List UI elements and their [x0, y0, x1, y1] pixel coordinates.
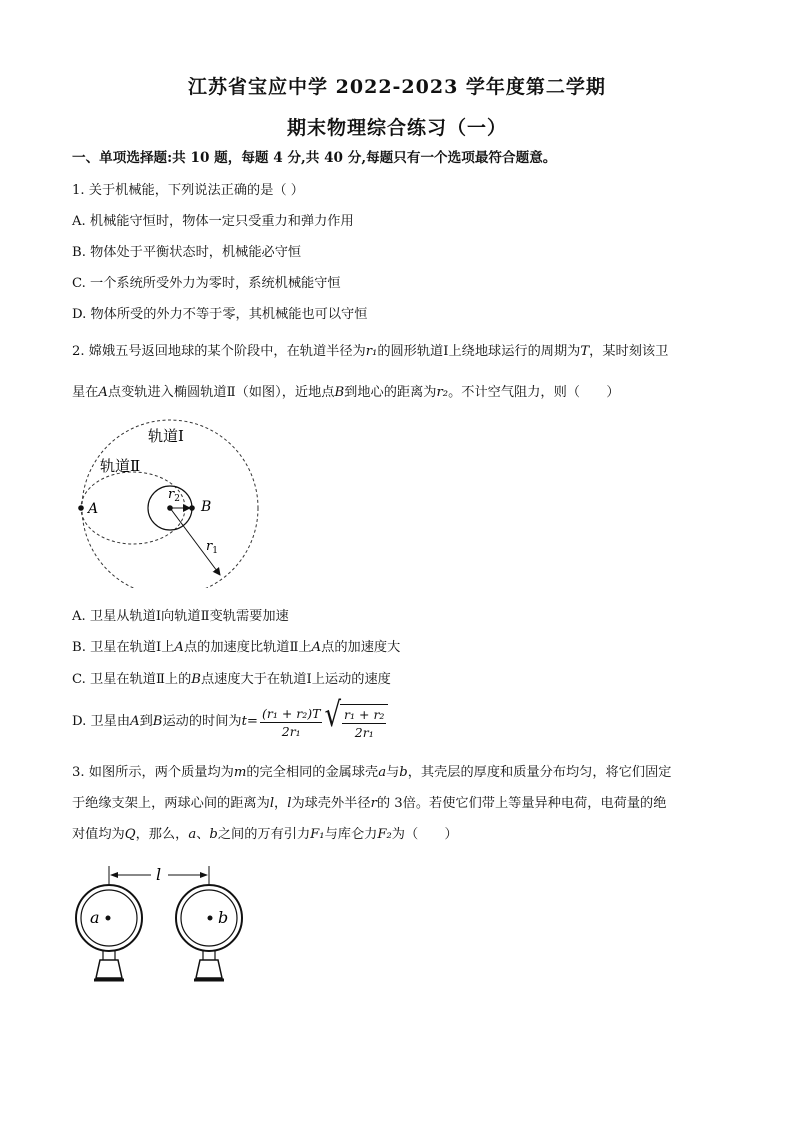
stand-a — [96, 960, 122, 978]
orbit-2-label: 轨道Ⅱ — [100, 457, 141, 475]
point-a-label: A — [88, 501, 99, 517]
dim-label-l: l — [156, 865, 162, 884]
r2-label: $r_2$ — [168, 487, 180, 504]
q1-option-c: C. 一个系统所受外力为零时，系统机械能守恒 — [72, 276, 341, 291]
time-sqrt: √ $\frac{\text{r₁ + r₂}}{\text{2r₁}}$ — [324, 704, 388, 740]
r1-label: $r_1$ — [206, 539, 218, 556]
q1-option-a: A. 机械能守恒时，物体一定只受重力和弹力作用 — [72, 214, 354, 229]
q1-stem: 1. 关于机械能，下列说法正确的是（ ） — [72, 183, 304, 198]
spheres-figure — [66, 860, 256, 990]
q2-stem-line2: 星在A点变轨进入椭圆轨道Ⅱ（如图），近地点B到地心的距离为r₂。不计空气阻力，则（ ） — [72, 385, 620, 400]
dim-arrow-left — [110, 872, 118, 878]
point-b-label: B — [201, 499, 212, 515]
dim-arrow-right — [200, 872, 208, 878]
point-b — [189, 505, 195, 511]
q2-option-d: D. 卫星由 A 到 B 运动的时间为 t = $\frac{\text{(r₁ + r₂)T}}{\text{2r₁}}$ √ $\frac{\text{r₁ + r₂}}{\text{2r₁}}$ — [72, 704, 388, 740]
section-heading: 一、单项选择题:共 10 题，每题 4 分,共 40 分,每题只有一个选项最符合题意。 — [72, 150, 557, 166]
q3-line3: 对值均为Q，那么，a、b之间的万有引力F₁与库仑力F₂为（ ） — [72, 827, 458, 842]
q2-option-a: A. 卫星从轨道Ⅰ向轨道Ⅱ变轨需要加速 — [72, 609, 289, 624]
orbit-figure — [70, 418, 270, 588]
orbit-1-circle — [82, 420, 258, 588]
sphere-a-label: a — [90, 908, 100, 927]
r1-arrow — [170, 508, 220, 575]
q2-option-b: B. 卫星在轨道Ⅰ上A点的加速度比轨道Ⅱ上A点的加速度大 — [72, 640, 401, 655]
sphere-b-label: b — [218, 908, 229, 927]
q2-option-c: C. 卫星在轨道Ⅱ上的B点速度大于在轨道Ⅰ上运动的速度 — [72, 672, 391, 687]
orbit-1-label: 轨道Ⅰ — [148, 427, 184, 445]
sphere-b-center — [208, 916, 213, 921]
page-title: 江苏省宝应中学 2022-2023 学年度第二学期 — [188, 76, 606, 98]
page-subtitle: 期末物理综合练习（一） — [286, 117, 507, 139]
point-a — [78, 505, 84, 511]
q1-option-b: B. 物体处于平衡状态时，机械能必守恒 — [72, 245, 302, 260]
sphere-a-center — [106, 916, 111, 921]
q3-line2: 于绝缘支架上，两球心间的距离为l，l为球壳外半径r的 3倍。若使它们带上等量异种电荷，电荷量的绝 — [72, 796, 667, 811]
q2-stem-line1: 2. 嫦娥五号返回地球的某个阶段中，在轨道半径为r₁的圆形轨道Ⅰ上绕地球运行的周期为T，某时刻该卫 — [72, 344, 669, 359]
time-fraction: $\frac{\text{(r₁ + r₂)T}}{\text{2r₁}}$ — [261, 705, 321, 739]
stand-b — [196, 960, 222, 978]
q3-line1: 3. 如图所示，两个质量均为m的完全相同的金属球壳a与b，其壳层的厚度和质量分布均匀，将它们固定 — [72, 765, 672, 780]
q1-option-d: D. 物体所受的外力不等于零，其机械能也可以守恒 — [72, 307, 368, 322]
